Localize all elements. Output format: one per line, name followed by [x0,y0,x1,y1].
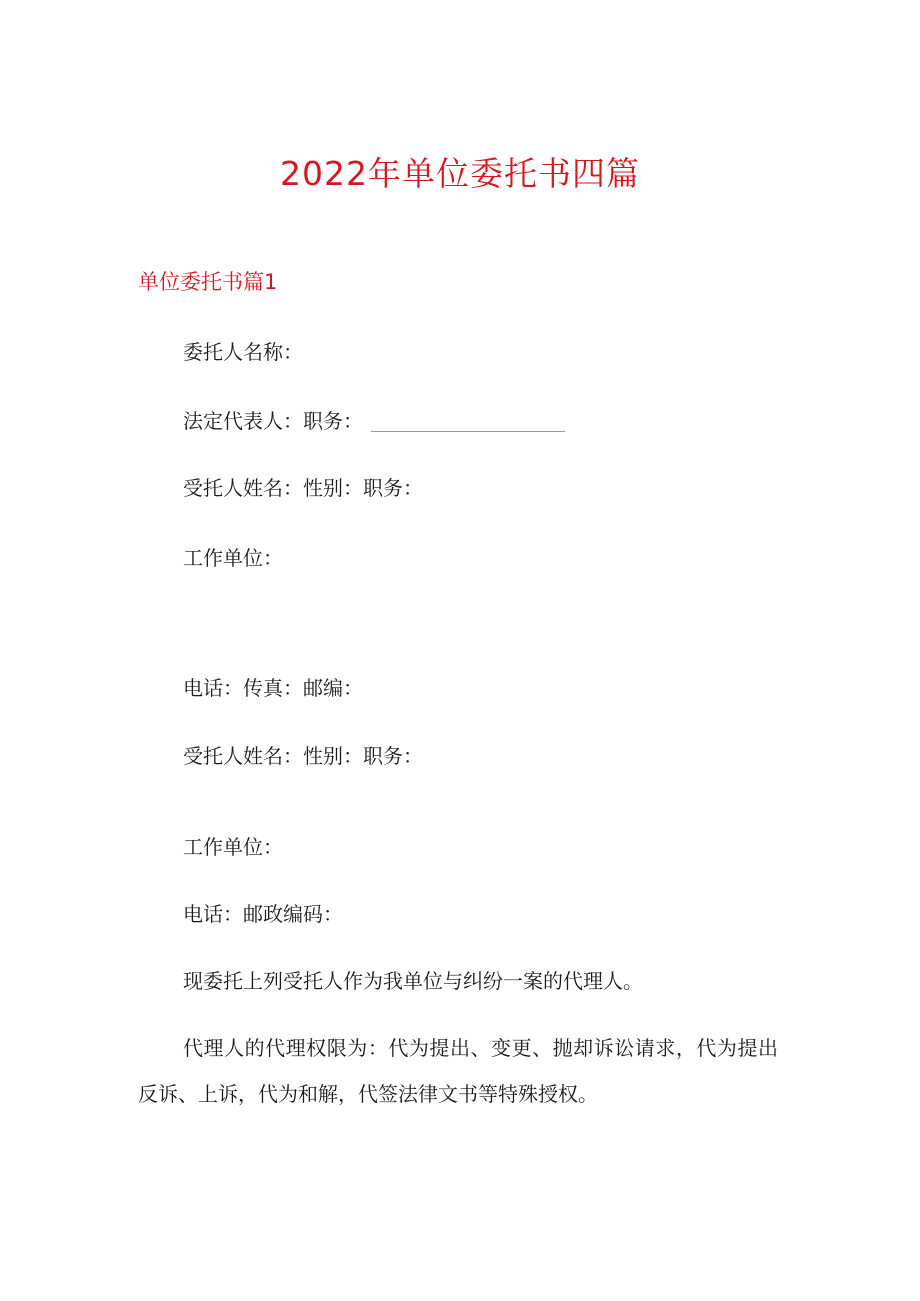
trustee-info-line [183,472,423,504]
work-unit-line [183,542,283,574]
section-heading: 单位委托书篇1 [138,270,278,294]
trustee-info-label: 受托人姓名：性别：职务： [183,476,423,500]
work-unit-label-2: 工作单位： [183,835,283,859]
phone-postcode-line [183,898,343,930]
authority-paragraph: 代理人的代理权限为：代为提出、变更、抛却诉讼请求，代为提出反诉、上诉，代为和解，代签法律文书等特殊授权。 [138,1036,778,1106]
contact-line [183,672,363,704]
legal-representative-label: 法定代表人：职务： [183,409,363,433]
entrustment-statement-text: 现委托上列受托人作为我单位与纠纷一案的代理人。 [183,969,643,993]
principal-name-label: 委托人名称： [183,340,303,364]
contact-label: 电话：传真：邮编： [183,676,363,700]
trustee-info-line-2 [183,740,423,772]
trustee-info-label-2: 受托人姓名：性别：职务： [183,744,423,768]
legal-representative-line [183,405,565,437]
entrustment-statement [183,965,643,997]
fill-in-blank-underline [371,430,565,432]
document-title: 2022年单位委托书四篇 [280,154,640,193]
work-unit-label: 工作单位： [183,546,283,570]
principal-name-line [183,336,303,368]
work-unit-line-2 [183,831,283,863]
phone-postcode-label: 电话：邮政编码： [183,902,343,926]
